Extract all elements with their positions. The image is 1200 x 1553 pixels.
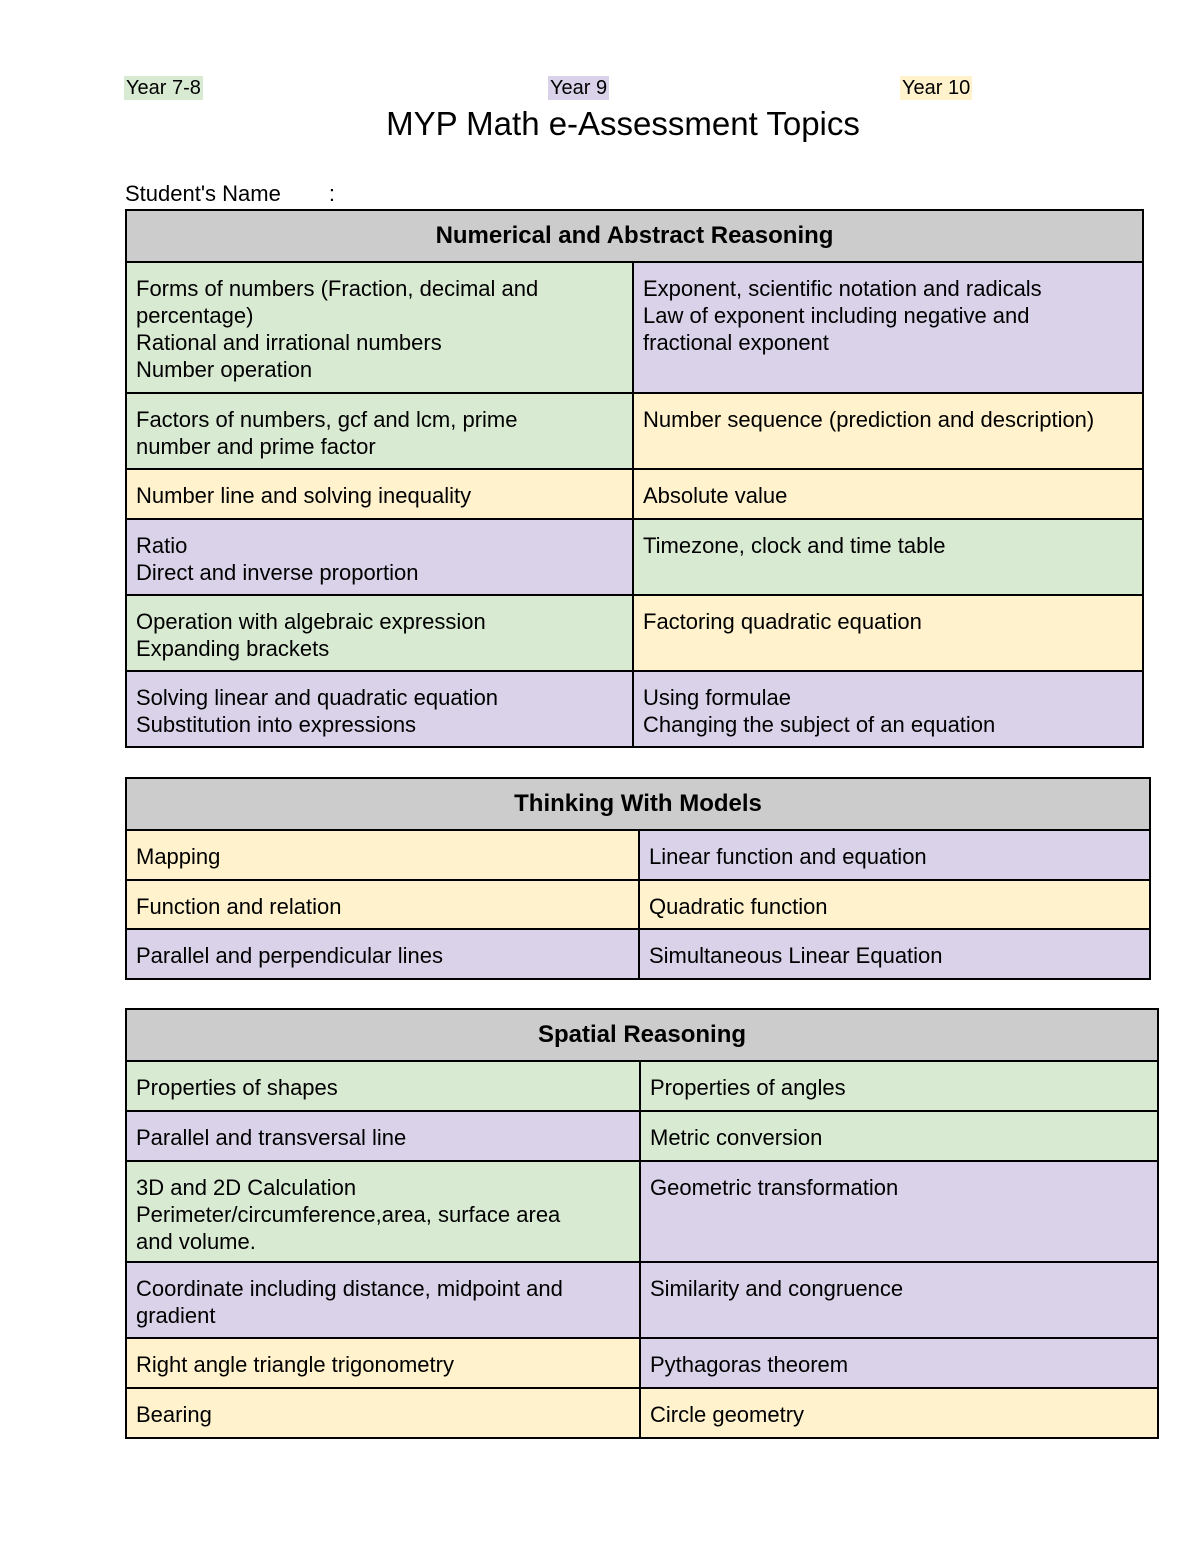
topic-cell: Function and relation bbox=[126, 880, 639, 929]
topic-cell: Timezone, clock and time table bbox=[633, 519, 1143, 595]
table-row bbox=[126, 1338, 1158, 1388]
section-heading: Thinking With Models bbox=[126, 778, 1150, 830]
table-row bbox=[126, 671, 1143, 747]
topic-cell: Similarity and congruence bbox=[640, 1262, 1158, 1338]
topic-cell: Pythagoras theorem bbox=[640, 1338, 1158, 1388]
topic-cell: Solving linear and quadratic equation Substitution into expressions bbox=[126, 671, 633, 747]
topic-cell: Geometric transformation bbox=[640, 1161, 1158, 1262]
student-name-colon: : bbox=[328, 181, 335, 206]
student-name-line bbox=[125, 181, 335, 207]
table-row bbox=[126, 1111, 1158, 1161]
topic-cell: Linear function and equation bbox=[639, 830, 1150, 880]
topic-cell: Ratio Direct and inverse proportion bbox=[126, 519, 633, 595]
student-name-label: Student's Name bbox=[125, 181, 281, 206]
topic-cell: 3D and 2D Calculation Perimeter/circumference,area, surface area and volume. bbox=[126, 1161, 640, 1262]
table-row bbox=[126, 519, 1143, 595]
table-row bbox=[126, 880, 1150, 929]
topic-cell: Number sequence (prediction and description) bbox=[633, 393, 1143, 469]
topic-cell: Absolute value bbox=[633, 469, 1143, 519]
table-thinking-with-models bbox=[125, 777, 1151, 980]
table-row bbox=[126, 830, 1150, 880]
topic-cell: Number line and solving inequality bbox=[126, 469, 633, 519]
table-row bbox=[126, 1061, 1158, 1111]
topic-cell: Quadratic function bbox=[639, 880, 1150, 929]
topic-cell: Forms of numbers (Fraction, decimal and percentage) Rational and irrational numbers Number operation bbox=[126, 262, 633, 393]
topic-cell: Metric conversion bbox=[640, 1111, 1158, 1161]
table-row bbox=[126, 1388, 1158, 1438]
topic-cell: Parallel and perpendicular lines bbox=[126, 929, 639, 979]
topic-cell: Exponent, scientific notation and radicals Law of exponent including negative and fractional exponent bbox=[633, 262, 1143, 393]
topic-cell: Coordinate including distance, midpoint and gradient bbox=[126, 1262, 640, 1338]
topic-cell: Mapping bbox=[126, 830, 639, 880]
table-numerical-abstract-reasoning bbox=[125, 209, 1144, 748]
table-row bbox=[126, 469, 1143, 519]
section-heading: Numerical and Abstract Reasoning bbox=[126, 210, 1143, 262]
topic-cell: Operation with algebraic expression Expanding brackets bbox=[126, 595, 633, 671]
table-row bbox=[126, 1161, 1158, 1262]
topic-cell: Factoring quadratic equation bbox=[633, 595, 1143, 671]
page-title: MYP Math e-Assessment Topics bbox=[386, 105, 860, 142]
legend-year-10: Year 10 bbox=[902, 77, 971, 99]
topic-cell: Using formulae Changing the subject of an equation bbox=[633, 671, 1143, 747]
table-row bbox=[126, 595, 1143, 671]
topic-cell: Circle geometry bbox=[640, 1388, 1158, 1438]
legend-year-9: Year 9 bbox=[550, 77, 608, 99]
table-row bbox=[126, 929, 1150, 979]
table-row bbox=[126, 262, 1143, 393]
topic-cell: Right angle triangle trigonometry bbox=[126, 1338, 640, 1388]
table-row bbox=[126, 393, 1143, 469]
topic-cell: Properties of angles bbox=[640, 1061, 1158, 1111]
topic-cell: Factors of numbers, gcf and lcm, prime number and prime factor bbox=[126, 393, 633, 469]
legend-year-7-8: Year 7-8 bbox=[126, 77, 201, 99]
table-row bbox=[126, 1262, 1158, 1338]
section-heading: Spatial Reasoning bbox=[126, 1009, 1158, 1061]
topic-cell: Simultaneous Linear Equation bbox=[639, 929, 1150, 979]
table-spatial-reasoning bbox=[125, 1008, 1159, 1439]
topic-cell: Parallel and transversal line bbox=[126, 1111, 640, 1161]
topic-cell: Bearing bbox=[126, 1388, 640, 1438]
topic-cell: Properties of shapes bbox=[126, 1061, 640, 1111]
